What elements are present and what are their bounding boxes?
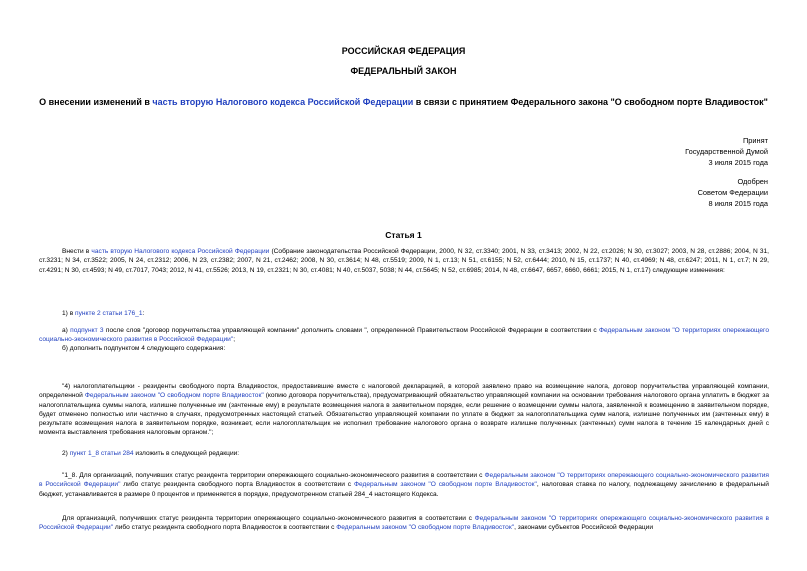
paragraph-quote-1-8 — [39, 471, 769, 509]
vladivostok-law-link-3[interactable]: Федеральным законом "О свободном порте Владивосток" — [336, 524, 515, 532]
p2-suffix: : — [142, 310, 145, 317]
p5-text-a: "4) налогоплательщики - резиденты свободного порта Владивосток, предоставившие вместе с налоговой декларацией, в которой заявлено право на возмещение налога, договор поручительства управляющей компании, определенной — [39, 383, 769, 400]
p6-prefix: 2) — [62, 450, 70, 457]
p5-text-b: (копию договора поручительства), предусматривающий обязательство управляющей компании на основании требования налогового органа уплатить в бюджет за налогоплательщика суммы налога, излишне полученные им (зачтенные ему) в результате возмещения налога в заявительном порядке, если решение о возмещении суммы налога, заявленной к возмещению в заявительном порядке, будет отменено полностью или частично в случаях, предусмотренных настоящей статьей. Обязательство управляющей компании по уплате в бюджет за налогоплательщика сумм налога, излишне полученных им (зачтенных ему) в результате возмещения налога в заявительном порядке, возникает, если налогоплательщик не исполнил требование налогового органа о возврате излишне полученных (зачтенных) сумм налога в течение 15 календарных дней с момента выставления требования налоговым органом."; — [39, 392, 770, 437]
p8-text-b: либо статус резидента свободного порта Владивосток в соответствии с — [113, 524, 337, 532]
territories-law-link-3[interactable]: Федеральным законом "О территориях опережающего социально-экономического развития в Российской Федерации" — [39, 515, 769, 532]
p1-text: (Собрание законодательства Российской Федерации, 2000, N 32, ст.3340; 2001, N 33, ст.3413; 2002, N 22, ст.2026; N 30, ст.3027; 2003, N 28, ст.2886; 2004, N 31, ст.3231; N 34, ст.3522; 2005, N 24, ст.2312; 2006, N 23, ст.2382; 2007, N 21, ст.2462; 2008, N 30, ст.3614; N 48, ст.5519; 2009, N 1, ст.13; N 51, ст.6155; N 52, ст.6444; 2010, N 15, ст.1737; N 40, ст.4969; N 48, ст.6247; 2011, N 1, ст.7; N 29, ст.4291; N 30, ст.4593; N 49, ст.7017, 7043; 2012, N 41, ст.5526; 2013, N 19, ст.2321; N 30, ст.4081; N 40, ст.5037, 5038; N 44, ст.5645; N 52, ст.6985; 2014, N 48, ст.6647, 6657, 6660, 6661; 2015, N 1, ст.17) следующие изменения: — [39, 248, 769, 274]
law-type-heading: ФЕДЕРАЛЬНЫЙ ЗАКОН — [350, 66, 457, 76]
p7-text-b: либо статус резидента свободного порта Владивосток в соответствии с — [120, 481, 354, 489]
paragraph-item-2 — [39, 449, 769, 458]
paragraph-item-1 — [39, 309, 769, 318]
tax-code-part2-link[interactable]: часть вторую Налогового кодекса Российской Федерации — [91, 248, 270, 255]
p7-text-a: "1_8. Для организаций, получивших статус резидента территории опережающего социально-экономического развития в соответствии с — [62, 472, 485, 479]
approved-block — [628, 177, 768, 209]
article-284-link[interactable]: пункт 1_8 статьи 284 — [69, 450, 134, 457]
title-suffix: в связи с принятием Федерального закона "О свободном порте Владивосток" — [413, 97, 768, 107]
accepted-body: Государственной Думой — [685, 146, 768, 156]
p3-suffix: ; — [233, 336, 236, 344]
p3-prefix: а) — [62, 327, 71, 334]
approved-label: Одобрен — [737, 177, 768, 186]
p6-suffix: изложить в следующей редакции: — [133, 450, 240, 457]
paragraph-item-a — [39, 326, 769, 345]
approved-date: 8 июля 2015 года — [708, 198, 768, 208]
subclause-3-link[interactable]: подпункт 3 — [70, 327, 104, 334]
territories-law-link[interactable]: Федеральным законом "О территориях опережающего социально-экономического развития в Российской Федерации" — [39, 327, 769, 344]
p8-text-a: Для организаций, получивших статус резидента территории опережающего социально-экономического развития в соответствии с — [62, 515, 475, 522]
paragraph-organizations — [39, 514, 769, 542]
p2-prefix: 1) в — [62, 310, 76, 317]
accepted-date: 3 июля 2015 года — [708, 157, 768, 167]
tax-code-link[interactable]: часть вторую Налогового кодекса Российской Федерации — [152, 97, 414, 107]
vladivostok-law-link[interactable]: Федеральным законом "О свободном порте Владивосток" — [84, 392, 264, 400]
p8-text-c: , законами субъектов Российской Федерации — [514, 524, 654, 532]
p1-prefix: Внести в — [62, 248, 92, 255]
article-title: Статья 1 — [385, 230, 422, 240]
p3-mid: после слов "договор поручительства управляющей компании" дополнить словами ", определенной Правительством Российской Федерации в соответствии с — [103, 327, 599, 334]
accepted-label: Принят — [742, 136, 768, 145]
title-prefix: О внесении изменений в — [39, 97, 153, 107]
country-heading: РОССИЙСКАЯ ФЕДЕРАЦИЯ — [341, 46, 466, 56]
law-title — [0, 97, 807, 107]
paragraph-quote-4 — [39, 382, 769, 438]
vladivostok-law-link-2[interactable]: Федеральным законом "О свободном порте Владивосток" — [353, 481, 537, 489]
territories-law-link-2[interactable]: Федеральным законом "О территориях опережающего социально-экономического развития в Российской Федерации" — [39, 472, 769, 489]
p7-text-c: , налоговая ставка по налогу, подлежащему зачислению в федеральный бюджет, устанавливается в размере 0 процентов и применяется в порядке, предусмотренном статьей 284_4 настоящего Кодекса. — [39, 481, 769, 498]
article-176-1-link[interactable]: пункте 2 статьи 176_1 — [75, 310, 143, 317]
paragraph-item-b: б) дополнить подпунктом 4 следующего содержания: — [62, 345, 226, 352]
approved-body: Советом Федерации — [697, 187, 768, 197]
accepted-block — [628, 136, 768, 168]
paragraph-intro — [39, 247, 769, 303]
